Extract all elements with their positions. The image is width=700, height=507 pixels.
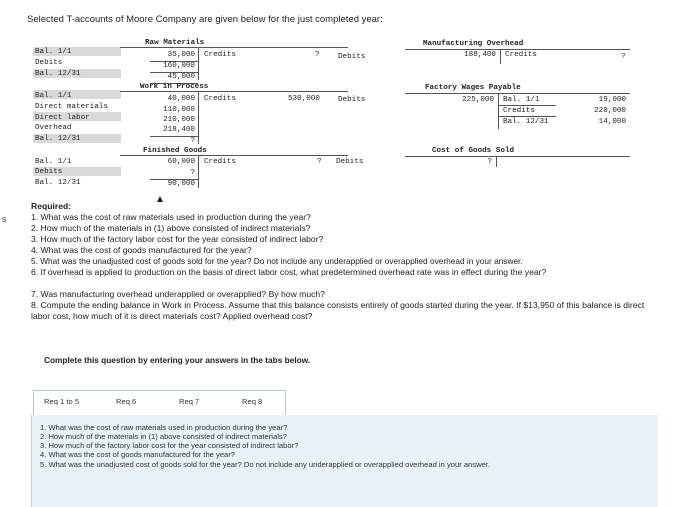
wip-value-direct-labor: 210,000 <box>163 116 195 124</box>
tab-req-8[interactable]: Req 8 <box>242 397 263 406</box>
rm-label-bal-1-1: Bal. 1/1 <box>35 48 72 56</box>
fwp-divider <box>498 93 499 129</box>
rm-credit-label: Credits <box>204 51 236 59</box>
mo-credit-label: Credits <box>505 51 537 59</box>
fg-divider <box>198 155 199 188</box>
cogs-divider <box>496 156 497 167</box>
wip-label-bal-12-31: Bal. 12/31 <box>35 135 81 143</box>
fwp-value-credits: 220,000 <box>594 107 626 115</box>
fg-credit-label: Credits <box>204 158 236 166</box>
rm-credit-value: ? <box>315 51 320 59</box>
fg-label-bal-1-1: Bal. 1/1 <box>35 158 72 166</box>
rm-value-bal-1-1: 35,000 <box>167 51 195 59</box>
fg-label-bal-12-31: Bal. 12/31 <box>35 179 81 187</box>
fwp-label-credits: Credits <box>503 107 535 115</box>
wip-label-direct-materials: Direct materials <box>35 103 108 111</box>
required-item-4: 4. What was the cost of goods manufactured for the year? <box>31 245 252 255</box>
fwp-value-bal-1-1: 19,000 <box>598 96 626 104</box>
wip-value-bal-1-1: 40,000 <box>167 95 195 103</box>
wip-value-bal-12-31: ? <box>190 137 195 145</box>
mouse-cursor-icon <box>157 196 163 202</box>
fg-credit-value: ? <box>317 158 322 166</box>
wip-divider <box>198 91 199 144</box>
intro-text: Selected T-accounts of Moore Company are given below for the just completed year: <box>27 14 383 25</box>
tab-req-7[interactable]: Req 7 <box>179 397 200 406</box>
panel-item-1: 1. What was the cost of raw materials used in production during the year? <box>40 423 288 432</box>
left-margin-mark: s <box>2 214 7 224</box>
required-heading: Required: <box>31 201 72 211</box>
fg-value-debits: ? <box>190 169 195 177</box>
wip-label-direct-labor: Direct labor <box>35 114 90 122</box>
raw-materials-title: Raw Materials <box>145 39 205 47</box>
fg-value-bal-1-1: 60,000 <box>167 158 195 166</box>
fwp-top-line <box>405 93 630 94</box>
wip-label-bal-1-1: Bal. 1/1 <box>35 92 72 100</box>
fg-label-debits: Debits <box>35 168 63 176</box>
fwp-row-line-2 <box>498 116 556 117</box>
rm-divider <box>198 47 199 80</box>
rm-label-debits: Debits <box>35 59 63 67</box>
instruction-text: Complete this question by entering your answers in the tabs below. <box>44 355 311 365</box>
required-item-3: 3. How much of the factory labor cost for the year consisted of indirect labor? <box>31 234 324 244</box>
required-item-1: 1. What was the cost of raw materials used in production during the year? <box>31 212 311 222</box>
mo-credit-value: ? <box>621 53 626 61</box>
wip-value-overhead: 218,400 <box>163 126 195 134</box>
required-item-5: 5. What was the unadjusted cost of goods sold for the year? Do not include any underapplied or overapplied overhead in your answer. <box>31 256 523 266</box>
mo-left-value: 188,400 <box>464 51 496 59</box>
factory-wages-payable-title: Factory Wages Payable <box>425 84 521 92</box>
fg-value-bal-12-31: 90,000 <box>167 180 195 188</box>
wip-top-line <box>120 91 348 92</box>
fwp-label-bal-12-31: Bal. 12/31 <box>503 118 549 126</box>
fwp-left-value: 225,000 <box>462 96 494 104</box>
required-item-7: 7. Was manufacturing overhead underapplied or overapplied? By how much? <box>31 289 325 299</box>
panel-item-4: 4. What was the cost of goods manufactured for the year? <box>40 450 236 459</box>
required-item-6: 6. If overhead is applied to production on the basis of direct labor cost, what predetermined overhead rate was in effect during the year? <box>31 267 547 277</box>
panel-item-2: 2. How much of the materials in (1) above consisted of indirect materials? <box>40 432 287 441</box>
manufacturing-overhead-title: Manufacturing Overhead <box>423 40 524 48</box>
cogs-top-line <box>405 156 630 157</box>
cogs-debit-label: Debits <box>336 158 364 166</box>
required-item-8: 8. Compute the ending balance in Work in Process. Assume that this balance consists entirely of goods started during the year. If $13,950 of this balance is direct labor cost, how much of it is direct materials cost? Applied overhead cost? <box>31 300 645 321</box>
wip-label-overhead: Overhead <box>35 124 72 132</box>
work-in-process-title: Work in Process <box>140 83 209 91</box>
fwp-label-bal-1-1: Bal. 1/1 <box>503 96 540 104</box>
mo-divider <box>500 49 501 64</box>
rm-value-debits: 160,000 <box>163 62 195 70</box>
required-item-2: 2. How much of the materials in (1) above consisted of indirect materials? <box>31 223 311 233</box>
fwp-debit-label: Debits <box>338 96 366 104</box>
finished-goods-title: Finished Goods <box>143 147 207 155</box>
rm-value-bal-12-31: 45,000 <box>167 73 195 81</box>
answer-tabs <box>33 390 286 417</box>
wip-credit-label: Credits <box>204 95 236 103</box>
rm-top-line <box>120 47 348 48</box>
cost-of-goods-sold-title: Cost of Goods Sold <box>432 147 515 155</box>
fwp-value-bal-12-31: 14,000 <box>598 118 626 126</box>
wip-credit-value: 530,000 <box>288 95 320 103</box>
panel-item-5: 5. What was the unadjusted cost of goods sold for the year? Do not include any underapplied or overapplied overhead in your answer. <box>40 460 490 469</box>
mo-debit-label: Debits <box>338 53 366 61</box>
mo-top-line <box>405 49 630 50</box>
rm-label-bal-12-31: Bal. 12/31 <box>35 70 81 78</box>
fg-top-line <box>120 155 348 156</box>
fwp-row-line-1 <box>498 105 556 106</box>
panel-item-3: 3. How much of the factory labor cost for the year consisted of indirect labor? <box>40 441 299 450</box>
wip-value-direct-materials: 110,000 <box>163 106 195 114</box>
tab-req-1-to-5[interactable]: Req 1 to 5 <box>44 397 80 406</box>
cogs-left-value: ? <box>487 158 492 166</box>
tab-req-6[interactable]: Req 6 <box>116 397 137 406</box>
